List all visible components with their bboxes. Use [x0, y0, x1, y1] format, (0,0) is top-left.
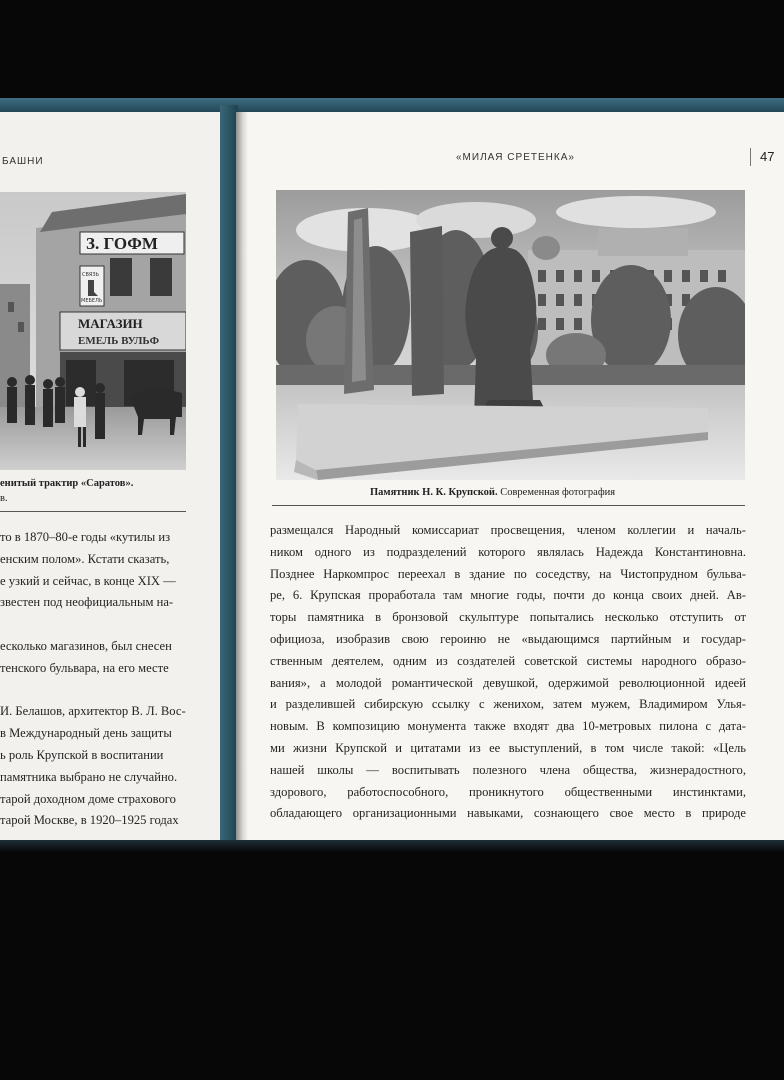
right-body-line: здорового, работоспособного, проникнутого общественными инстинктами, — [270, 784, 746, 799]
left-photo-caption-line2: в. — [0, 493, 8, 504]
sign-small-text-2: МЕБЕЛЬ — [81, 298, 103, 304]
right-body-line: ником одного из подразделений которого являлась Надежда Константиновна. — [270, 544, 746, 559]
left-body-line: енским полом». Кстати сказать, — [0, 551, 170, 566]
left-body-line — [0, 614, 200, 636]
right-body-line: официоза, изобразив свою героиню не «выдающимся партийным и государ- — [270, 631, 746, 646]
left-running-head: БАШНИ — [2, 156, 44, 167]
left-body-line: е узкий и сейчас, в конце XIX — — [0, 573, 176, 588]
left-body-line: ь роль Крупской в воспитании — [0, 747, 164, 762]
monument-photo-caption — [370, 487, 615, 498]
left-caption-rule — [0, 511, 186, 512]
left-body-line: тарой доходном доме страхового — [0, 791, 176, 806]
book-cover-edge — [0, 98, 784, 112]
left-body-line — [0, 680, 200, 702]
left-body-line: в Международный день защиты — [0, 726, 172, 741]
caption-bold-part: Памятник Н. К. Крупской. — [370, 487, 498, 498]
sign-main-text: З. ГОФМ — [86, 234, 158, 253]
header-divider — [750, 148, 751, 166]
left-page — [0, 112, 228, 840]
left-body-line: тенского бульвара, на его месте — [0, 660, 169, 675]
monument-photo — [276, 190, 745, 480]
right-caption-rule — [272, 505, 745, 506]
right-body-line: и разделившей сибирскую ссылку с женихом, затем мужем, Владимиром Улья- — [270, 697, 746, 712]
left-historical-photo — [0, 192, 186, 470]
right-body-line: ре, 6. Крупская проработала там многие годы, почти до конца своих дней. Ав- — [270, 588, 746, 603]
right-page — [248, 112, 784, 840]
page-gutter — [236, 112, 248, 840]
right-body-line: новым. В композицию монумента также входят два 10-метровых пилона с дата- — [270, 719, 746, 734]
right-body-line: ственным деятелем, одним из создателей советской системы народного образо- — [270, 653, 746, 668]
sign-shop-text-1: МАГАЗИН — [78, 316, 143, 331]
right-body-line: Позднее Наркомпрос переехал в здание по соседству, на Чистопрудном бульва- — [270, 566, 746, 581]
right-body-line: торы памятника в бронзовой скульптуре попытались несколько отступить от — [270, 610, 746, 625]
caption-rest-part: Современная фотография — [497, 487, 616, 498]
left-body-line: И. Белашов, архитектор В. Л. Вос- — [0, 704, 186, 719]
right-body-line: обладающего организационными навыками, сознающего свое место в природе — [270, 806, 746, 821]
sign-shop-text-2: ЕМЕЛЬ ВУЛЬФ — [78, 335, 160, 347]
right-body-line: вания», а молодой романтической девушкой, одержимой революционной идеей — [270, 675, 746, 690]
sign-small-text-1: СВЯЗЬ — [82, 272, 100, 278]
book-bottom-edge — [0, 840, 784, 852]
left-body-line: звестен под неофициальным на- — [0, 595, 174, 610]
right-body-line: размещался Народный комиссариат просвещения, членом коллегии и началь- — [270, 523, 746, 537]
left-body-text — [0, 527, 200, 832]
right-body-line: ми жизни Крупской и цитатами из ее выступлений, в том числе такой: «Цель — [270, 740, 746, 755]
left-body-line: памятника выбрано не случайно. — [0, 769, 178, 784]
right-body-text — [270, 520, 746, 825]
right-body-line: нашей школы — воспитывать полезного члена общества, жизнерадостного, — [270, 762, 746, 777]
left-body-line: то в 1870–80-е годы «кутилы из — [0, 530, 171, 544]
left-body-line: есколько магазинов, был снесен — [0, 638, 172, 653]
right-running-head: «МИЛАЯ СРЕТЕНКА» — [456, 152, 575, 163]
left-photo-caption-line1: енитый трактир «Саратов». — [0, 478, 134, 489]
page-number: 47 — [760, 149, 775, 164]
left-body-line: тарой Москве, в 1920–1925 годах — [0, 813, 179, 828]
